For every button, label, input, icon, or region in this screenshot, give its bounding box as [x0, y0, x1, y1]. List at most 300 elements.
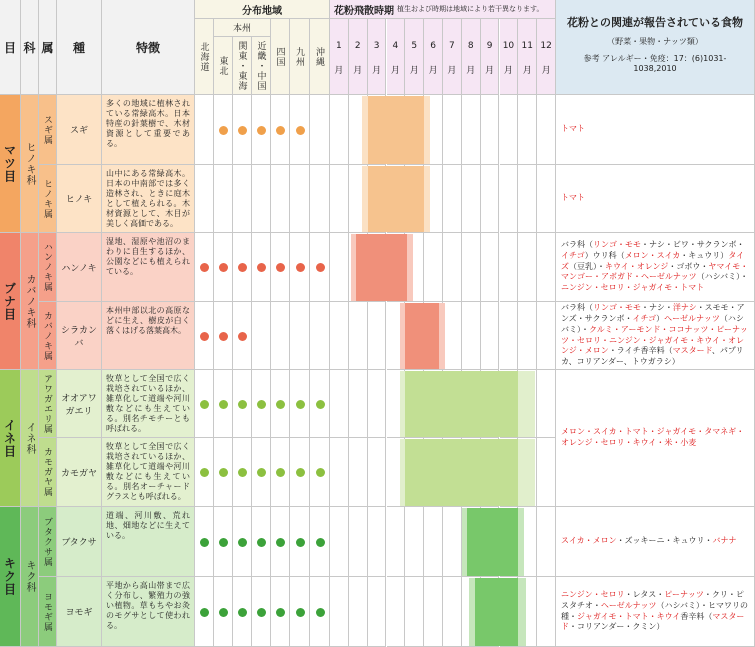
season-bar	[405, 371, 518, 437]
region-cell	[214, 233, 233, 302]
food-cell	[556, 302, 755, 370]
species-cell: ヒノキ	[57, 165, 102, 233]
region-cell	[252, 507, 271, 577]
region-cell	[271, 165, 290, 233]
month-cell	[368, 577, 387, 647]
food-text	[561, 590, 749, 633]
distribution-dot	[257, 400, 266, 409]
features-cell: 道端、河川敷、荒れ地、畑地などに生えている。	[102, 507, 195, 577]
food-item-related: ヘーゼルナッツ	[664, 313, 720, 323]
region-cell	[310, 302, 330, 370]
features-cell: 山中にある常緑高木。日本の中南部では多く造林され、ときに庭木として植えられる。木材資源として、木目が美しく高価である。	[102, 165, 195, 233]
species-cell: シラカンバ	[57, 302, 102, 370]
region-cell	[252, 370, 271, 438]
month-cell	[330, 233, 349, 302]
distribution-dot	[219, 126, 228, 135]
food-item-related: ニンジン・セロリ	[561, 589, 625, 599]
distribution-dot	[296, 263, 305, 272]
food-item: ・ズッキーニ・キュウリ・	[616, 536, 713, 546]
distribution-dot	[219, 400, 228, 409]
region-cell	[252, 577, 271, 647]
region-cell	[271, 438, 290, 507]
region-cell	[290, 165, 310, 233]
season-bar	[405, 439, 518, 506]
month-cell	[518, 302, 537, 370]
species-cell: カモガヤ	[57, 438, 102, 507]
region-cell	[290, 370, 310, 438]
month-unit: 月	[541, 66, 551, 76]
region-header-1	[214, 37, 233, 95]
food-item: （ハシバミ）・ヒマワリの種・	[561, 600, 748, 621]
region-cell	[233, 95, 252, 165]
region-cell	[290, 233, 310, 302]
region-header-2	[233, 37, 252, 95]
food-item: ）	[656, 313, 665, 323]
food-item: ・ゴボウ・	[668, 261, 709, 271]
month-number: 3	[373, 41, 380, 51]
food-item: ・ライチ香辛料（	[608, 346, 673, 356]
month-cell	[537, 438, 556, 507]
genus-cell	[39, 302, 57, 370]
region-cell	[195, 370, 214, 438]
region-label: 九州	[294, 46, 304, 67]
header-food	[556, 0, 755, 95]
distribution-dot	[276, 608, 285, 617]
genus-label: ブタクサ属	[42, 516, 52, 567]
distribution-dot	[316, 400, 325, 409]
region-cell	[195, 577, 214, 647]
season-bar	[368, 96, 425, 164]
month-cell	[424, 577, 443, 647]
food-item: （豆乳）・	[569, 261, 605, 271]
month-unit: 月	[485, 66, 495, 76]
region-cell	[195, 507, 214, 577]
order-label: ブナ目	[2, 281, 17, 321]
month-cell	[500, 302, 519, 370]
food-item-related: トマト	[561, 193, 585, 203]
month-cell	[462, 95, 481, 165]
month-cell	[368, 438, 387, 507]
genus-cell	[39, 95, 57, 165]
month-cell	[443, 302, 462, 370]
region-cell	[310, 165, 330, 233]
season-note: 植生および時期は地域により若干異なります。	[397, 5, 544, 13]
species-cell: ブタクサ	[57, 507, 102, 577]
region-cell	[233, 577, 252, 647]
season-bar	[405, 303, 439, 369]
food-item-related: ジャガイモ・トマト・キウイ	[577, 611, 681, 621]
food-item-related: メロン・スイカ	[624, 250, 681, 260]
month-cell	[443, 165, 462, 233]
month-cell	[443, 577, 462, 647]
month-number: 6	[430, 41, 436, 51]
header-honshu-label: 本州	[232, 24, 251, 34]
region-cell	[252, 95, 271, 165]
month-cell	[443, 507, 462, 577]
food-item: バラ科（	[561, 303, 593, 313]
genus-cell	[39, 165, 57, 233]
month-cell	[330, 438, 349, 507]
month-unit: 月	[447, 66, 457, 76]
month-cell	[518, 95, 537, 165]
distribution-dot	[200, 468, 209, 477]
genus-cell	[39, 370, 57, 438]
region-cell	[233, 233, 252, 302]
header-genus-label: 属	[41, 40, 54, 55]
month-unit: 月	[353, 66, 363, 76]
month-cell	[500, 233, 519, 302]
distribution-dot	[238, 400, 247, 409]
food-text	[561, 303, 749, 368]
month-cell	[349, 577, 368, 647]
month-number: 5	[411, 41, 418, 51]
food-text	[561, 124, 585, 135]
order-label: イネ目	[2, 418, 17, 458]
region-cell	[214, 165, 233, 233]
month-header-4	[387, 19, 406, 95]
region-cell	[233, 165, 252, 233]
food-item-related: キウイ・オレンジ	[605, 261, 669, 271]
species-cell: ヨモギ	[57, 577, 102, 647]
family-cell	[21, 233, 39, 370]
header-species-label: 種	[72, 40, 85, 55]
month-number: 11	[521, 41, 533, 51]
food-item-related: イチゴ	[632, 313, 657, 323]
month-cell	[518, 165, 537, 233]
region-label: 沖縄	[314, 46, 324, 67]
region-cell	[233, 302, 252, 370]
distribution-dot	[316, 608, 325, 617]
food-item-related: タイズ	[561, 250, 745, 271]
month-cell	[349, 302, 368, 370]
month-cell	[481, 95, 500, 165]
features-cell: 平地から高山帯まで広く分布し、繁殖力の強い植物。草もちやお灸のモグサとして使われる。	[102, 577, 195, 647]
month-cell	[330, 507, 349, 577]
region-cell	[271, 302, 290, 370]
region-cell	[290, 438, 310, 507]
food-item-related: イチゴ	[561, 250, 585, 260]
month-cell	[330, 302, 349, 370]
month-number: 10	[502, 41, 515, 51]
month-unit: 月	[466, 66, 476, 76]
order-cell	[0, 95, 21, 233]
food-item: ）ウリ科（	[584, 250, 625, 260]
genus-label: ヒノキ属	[42, 178, 52, 219]
month-cell	[462, 165, 481, 233]
genus-label: カモガヤ属	[42, 447, 52, 497]
family-label: イネ科	[24, 421, 35, 455]
region-cell	[214, 370, 233, 438]
species-cell: スギ	[57, 95, 102, 165]
month-cell	[424, 507, 443, 577]
food-item: 香辛料（	[680, 611, 713, 621]
region-cell	[195, 438, 214, 507]
genus-label: ヨモギ属	[42, 591, 52, 632]
month-cell	[368, 507, 387, 577]
season-bar	[356, 234, 407, 301]
features-cell: 本州中部以北の高原などに生え、樹皮が白く落くはげる落葉高木。	[102, 302, 195, 370]
month-cell	[500, 165, 519, 233]
header-order-label: 目	[3, 40, 16, 55]
month-cell	[500, 95, 519, 165]
month-number: 4	[392, 41, 399, 51]
region-cell	[252, 438, 271, 507]
month-number: 7	[449, 41, 455, 51]
distribution-dot	[296, 538, 305, 547]
distribution-dot	[219, 468, 228, 477]
distribution-dot	[257, 538, 266, 547]
region-cell	[290, 577, 310, 647]
month-header-1	[330, 19, 349, 95]
month-unit: 月	[372, 66, 382, 76]
region-cell	[214, 95, 233, 165]
food-cell	[556, 370, 755, 507]
food-item-related: マスタード	[561, 611, 745, 632]
features-cell: 牧草として全国で広く栽培されているほか、雑草化して道端や河川敷などにも生えている。別名チモチーとも呼ばれる。	[102, 370, 195, 438]
distribution-dot	[238, 332, 247, 341]
month-cell	[481, 165, 500, 233]
food-item-related: ニンジン・セロリ・ジャガイモ・トマト	[561, 283, 705, 293]
distribution-dot	[296, 400, 305, 409]
genus-label: ハンノキ属	[42, 242, 52, 292]
month-number: 8	[467, 41, 474, 51]
month-cell	[537, 577, 556, 647]
food-reference: 参考 アレルギー・免疫：17：(6)1031-1038,2010	[583, 54, 727, 73]
month-cell	[443, 95, 462, 165]
region-label: 近畿・中国	[255, 40, 266, 91]
month-cell	[405, 507, 424, 577]
month-cell	[537, 370, 556, 438]
season-bar	[467, 508, 518, 576]
month-number: 9	[486, 41, 493, 51]
distribution-dot	[276, 263, 285, 272]
food-item: ・コリアンダー・クミン）	[569, 622, 665, 632]
distribution-dot	[200, 400, 209, 409]
month-header-10	[500, 19, 519, 95]
distribution-dot	[200, 608, 209, 617]
food-item-related: リンゴ・モモ	[593, 240, 641, 249]
month-cell	[405, 577, 424, 647]
food-text	[561, 240, 749, 294]
region-cell	[271, 507, 290, 577]
month-cell	[330, 95, 349, 165]
food-item: バラ科（	[561, 240, 593, 249]
region-header-4	[271, 19, 290, 95]
month-unit: 月	[390, 66, 400, 76]
month-unit: 月	[428, 66, 438, 76]
region-cell	[271, 233, 290, 302]
genus-label: スギ属	[42, 114, 52, 145]
month-cell	[481, 233, 500, 302]
food-item-related: 洋ナシ	[672, 303, 697, 313]
distribution-dot	[238, 126, 247, 135]
distribution-dot	[316, 468, 325, 477]
food-item-related: マスタード	[672, 346, 712, 356]
month-cell	[481, 302, 500, 370]
food-item: ・スモモ・アンズ・サクランボ・	[561, 303, 745, 323]
season-title: 花粉飛散時期	[334, 5, 394, 17]
distribution-dot	[257, 263, 266, 272]
month-cell	[349, 370, 368, 438]
region-cell	[233, 438, 252, 507]
region-label: 北海道	[198, 41, 209, 72]
region-header-0	[195, 19, 214, 95]
header-features-label: 特徴	[135, 40, 160, 55]
family-cell	[21, 370, 39, 507]
distribution-dot	[296, 608, 305, 617]
header-distribution	[195, 0, 330, 19]
month-header-9	[481, 19, 500, 95]
month-header-11	[518, 19, 537, 95]
month-cell	[537, 507, 556, 577]
header-order	[0, 0, 21, 95]
month-cell	[368, 370, 387, 438]
month-cell	[330, 370, 349, 438]
month-cell	[462, 233, 481, 302]
distribution-dot	[276, 538, 285, 547]
distribution-dot	[257, 126, 266, 135]
season-bar	[475, 578, 518, 646]
distribution-dot	[316, 538, 325, 547]
region-cell	[252, 302, 271, 370]
distribution-dot	[238, 468, 247, 477]
month-header-7	[443, 19, 462, 95]
month-cell	[387, 577, 406, 647]
food-text	[561, 427, 749, 449]
food-item: （ハシバミ）・	[696, 272, 749, 282]
month-header-12	[537, 19, 556, 95]
header-genus	[39, 0, 57, 95]
header-species	[57, 0, 102, 95]
region-header-5	[290, 19, 310, 95]
region-cell	[290, 507, 310, 577]
region-cell	[252, 165, 271, 233]
order-cell	[0, 370, 21, 507]
month-header-5	[405, 19, 424, 95]
month-cell	[330, 577, 349, 647]
header-honshu	[214, 19, 271, 37]
season-bar	[368, 166, 425, 232]
region-cell	[310, 95, 330, 165]
region-cell	[214, 302, 233, 370]
month-header-3	[368, 19, 387, 95]
food-item: ・ナシ・ビワ・サクランボ・	[641, 240, 745, 249]
food-subtitle: （野菜・果物・ナッツ類）	[607, 37, 703, 46]
region-cell	[233, 370, 252, 438]
features-cell: 多くの地域に植林されている常緑高木。日本特産の針葉樹で、木材資源として重要である。	[102, 95, 195, 165]
month-header-8	[462, 19, 481, 95]
food-item: ・キュウリ）	[680, 250, 729, 260]
food-item: ・レタス・	[624, 589, 665, 599]
food-item-related: トマト	[561, 124, 585, 134]
food-cell	[556, 165, 755, 233]
distribution-dot	[276, 126, 285, 135]
month-unit: 月	[503, 66, 513, 76]
region-cell	[252, 233, 271, 302]
region-label: 四国	[274, 46, 285, 67]
month-cell	[537, 302, 556, 370]
distribution-dot	[238, 608, 247, 617]
region-cell	[214, 507, 233, 577]
month-cell	[462, 302, 481, 370]
genus-cell	[39, 233, 57, 302]
region-cell	[195, 165, 214, 233]
region-header-3	[252, 37, 271, 95]
genus-cell	[39, 438, 57, 507]
food-item-related: ヤマイモ・マンゴー・アボガド・ヘーゼルナッツ	[561, 261, 749, 282]
region-cell	[233, 507, 252, 577]
region-cell	[310, 438, 330, 507]
region-cell	[310, 370, 330, 438]
food-item-related: ピーナッツ	[664, 589, 704, 599]
month-number: 2	[354, 41, 361, 51]
distribution-dot	[296, 126, 305, 135]
distribution-dot	[276, 400, 285, 409]
region-header-6	[310, 19, 330, 95]
region-cell	[290, 95, 310, 165]
region-cell	[310, 233, 330, 302]
family-cell	[21, 95, 39, 233]
month-header-6	[424, 19, 443, 95]
header-features	[102, 0, 195, 95]
genus-label: アワガエリ属	[42, 373, 52, 434]
header-family-label: 科	[23, 40, 36, 55]
region-label: 東北	[217, 55, 228, 76]
month-header-2	[349, 19, 368, 95]
distribution-dot	[200, 332, 209, 341]
distribution-dot	[276, 468, 285, 477]
food-item: ・ナシ・	[641, 303, 673, 313]
month-cell	[537, 233, 556, 302]
species-cell: オオアワガエリ	[57, 370, 102, 438]
species-cell: ハンノキ	[57, 233, 102, 302]
food-item-related: スイカ・メロン	[561, 536, 617, 546]
features-cell: 牧草として全国で広く栽培されているほか、雑草化して道端や河川敷などにも生えている。別名オーチャードグラスとも呼ばれる。	[102, 438, 195, 507]
region-cell	[214, 438, 233, 507]
header-distribution-label: 分布地域	[242, 5, 282, 17]
distribution-dot	[219, 538, 228, 547]
region-label: 関東・東海	[236, 40, 247, 91]
region-cell	[195, 95, 214, 165]
region-cell	[290, 302, 310, 370]
food-text	[561, 536, 737, 547]
distribution-dot	[257, 468, 266, 477]
month-cell	[537, 165, 556, 233]
month-cell	[518, 233, 537, 302]
distribution-dot	[219, 332, 228, 341]
header-season	[330, 0, 556, 19]
month-cell	[537, 95, 556, 165]
food-cell	[556, 233, 755, 302]
genus-label: カバノキ属	[42, 310, 52, 361]
distribution-dot	[219, 608, 228, 617]
region-cell	[214, 577, 233, 647]
food-cell	[556, 95, 755, 165]
food-item: ・クリ・ピスタチオ・	[561, 589, 744, 610]
region-cell	[195, 233, 214, 302]
region-cell	[310, 577, 330, 647]
food-cell	[556, 507, 755, 577]
month-cell	[349, 438, 368, 507]
food-text	[561, 193, 585, 204]
family-label: キク科	[24, 560, 35, 593]
month-cell	[443, 233, 462, 302]
distribution-dot	[238, 538, 247, 547]
genus-cell	[39, 577, 57, 647]
food-item-related: バナナ	[712, 536, 737, 546]
food-item-related: ヘーゼルナッツ	[600, 600, 657, 610]
month-cell	[330, 165, 349, 233]
